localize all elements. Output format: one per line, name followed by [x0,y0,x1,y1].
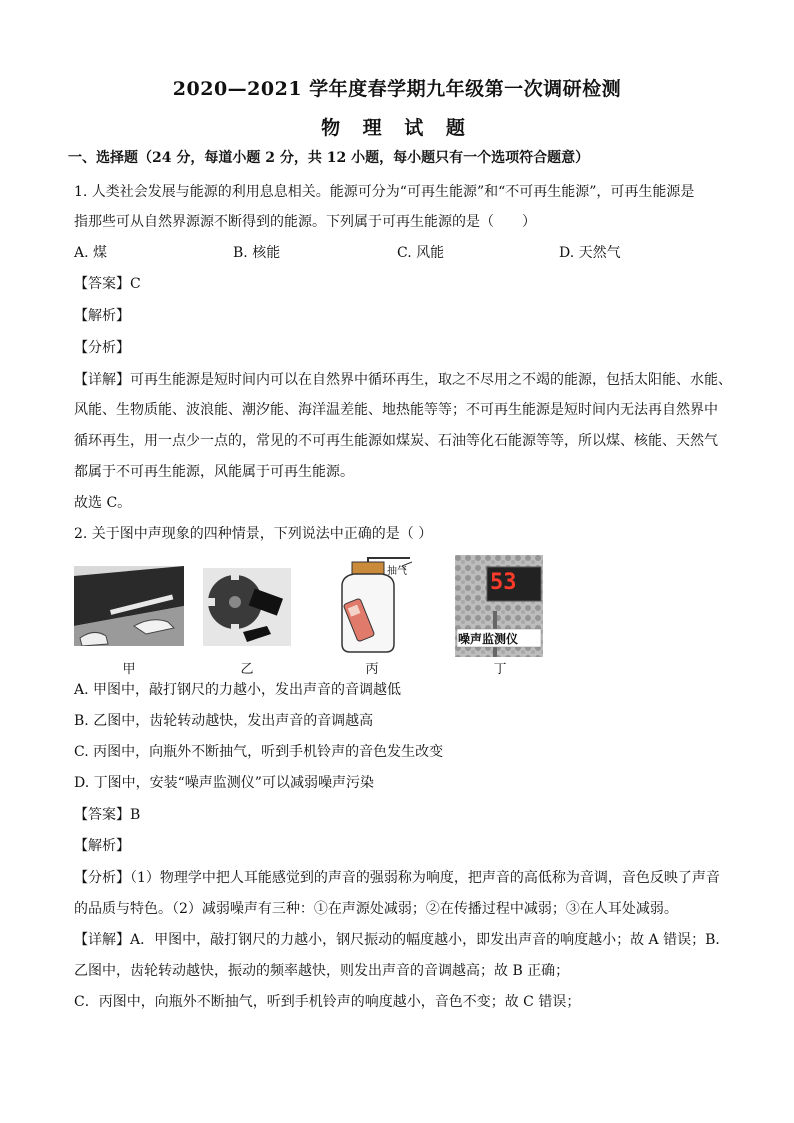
q1-option-b: B. 核能 [233,245,281,261]
q1-detail-line: 【详解】可再生能源是短时间内可以在自然界中循环再生，取之不尽用之不竭的能源，包括太阳能、水能、 [74,372,732,388]
q2-detail-line: 【详解】A．甲图中，敲打钢尺的力越小，钢尺振动的幅度越小，即发出声音的响度越小；故 A 错误；B． [74,932,730,948]
noise-monitor-sign: 噪声监测仪 [458,632,519,646]
figure-label-bing: 丙 [365,662,379,677]
q1-fenxi-label: 【分析】 [74,340,130,356]
q2-option-c: C. 丙图中，向瓶外不断抽气，听到手机铃声的音色发生改变 [74,744,444,760]
section-heading: 一、选择题（24 分，每道小题 2 分，共 12 小题，每小题只有一个选项符合题意） [68,150,590,166]
q1-stem-line1: 1. 人类社会发展与能源的利用息息相关。能源可分为“可再生能源”和“不可再生能源”，可再生能源是 [74,184,695,200]
figure-label-yi: 乙 [240,662,254,677]
q2-answer: 【答案】B [74,807,141,823]
q2-fenxi-line: 的品质与特色。（2）减弱噪声有三种：①在声源处减弱；②在传播过程中减弱；③在人耳处减弱。 [74,901,678,917]
q2-detail-line: 乙图中，齿轮转动越快，振动的频率越快，则发出声音的音调越高；故 B 正确； [74,963,570,979]
q1-stem-line2: 指那些可从自然界源源不断得到的能源。下列属于可再生能源的是（ ） [74,214,536,230]
page-title: 2020—2021 学年度春学期九年级第一次调研检测 [172,78,622,100]
figure-bing-label-pump: 抽气 [387,566,407,577]
q2-stem: 2. 关于图中声现象的四种情景，下列说法中正确的是（ ） [74,526,433,542]
noise-monitor-display: 53 [490,570,517,595]
q2-analysis-label: 【解析】 [74,838,130,854]
page-subtitle: 物 理 试 题 [321,117,473,139]
q2-option-a: A. 甲图中，敲打钢尺的力越小，发出声音的音调越低 [74,682,402,698]
q1-conclusion: 故选 C。 [74,495,132,511]
q1-analysis-label: 【解析】 [74,308,130,324]
q2-fenxi-line: 【分析】（1）物理学中把人耳能感觉到的声音的强弱称为响度，把声音的高低称为音调，音色反映了声音 [74,870,720,886]
q1-detail-line: 循环再生，用一点少一点的，常见的不可再生能源如煤炭、石油等化石能源等等，所以煤、核能、天然气 [74,433,718,449]
q1-option-d: D. 天然气 [559,245,621,261]
figure-jia [74,566,184,650]
figure-label-ding: 丁 [493,662,507,677]
q1-option-a: A. 煤 [74,245,108,261]
q2-option-d: D. 丁图中，安装“噪声监测仪”可以减弱噪声污染 [74,775,374,791]
q1-detail-line: 都属于不可再生能源，风能属于可再生能源。 [74,464,354,480]
figure-label-jia: 甲 [122,662,136,677]
q2-detail-line: C．丙图中，向瓶外不断抽气，听到手机铃声的响度越小，音色不变；故 C 错误； [74,994,581,1010]
q1-detail-line: 风能、生物质能、波浪能、潮汐能、海洋温差能、地热能等等；不可再生能源是短时间内无法再自然界中 [74,402,718,418]
figure-yi [203,568,291,650]
q1-answer: 【答案】C [74,276,141,292]
q2-option-b: B. 乙图中，齿轮转动越快，发出声音的音调越高 [74,713,374,729]
q1-option-c: C. 风能 [397,245,445,261]
